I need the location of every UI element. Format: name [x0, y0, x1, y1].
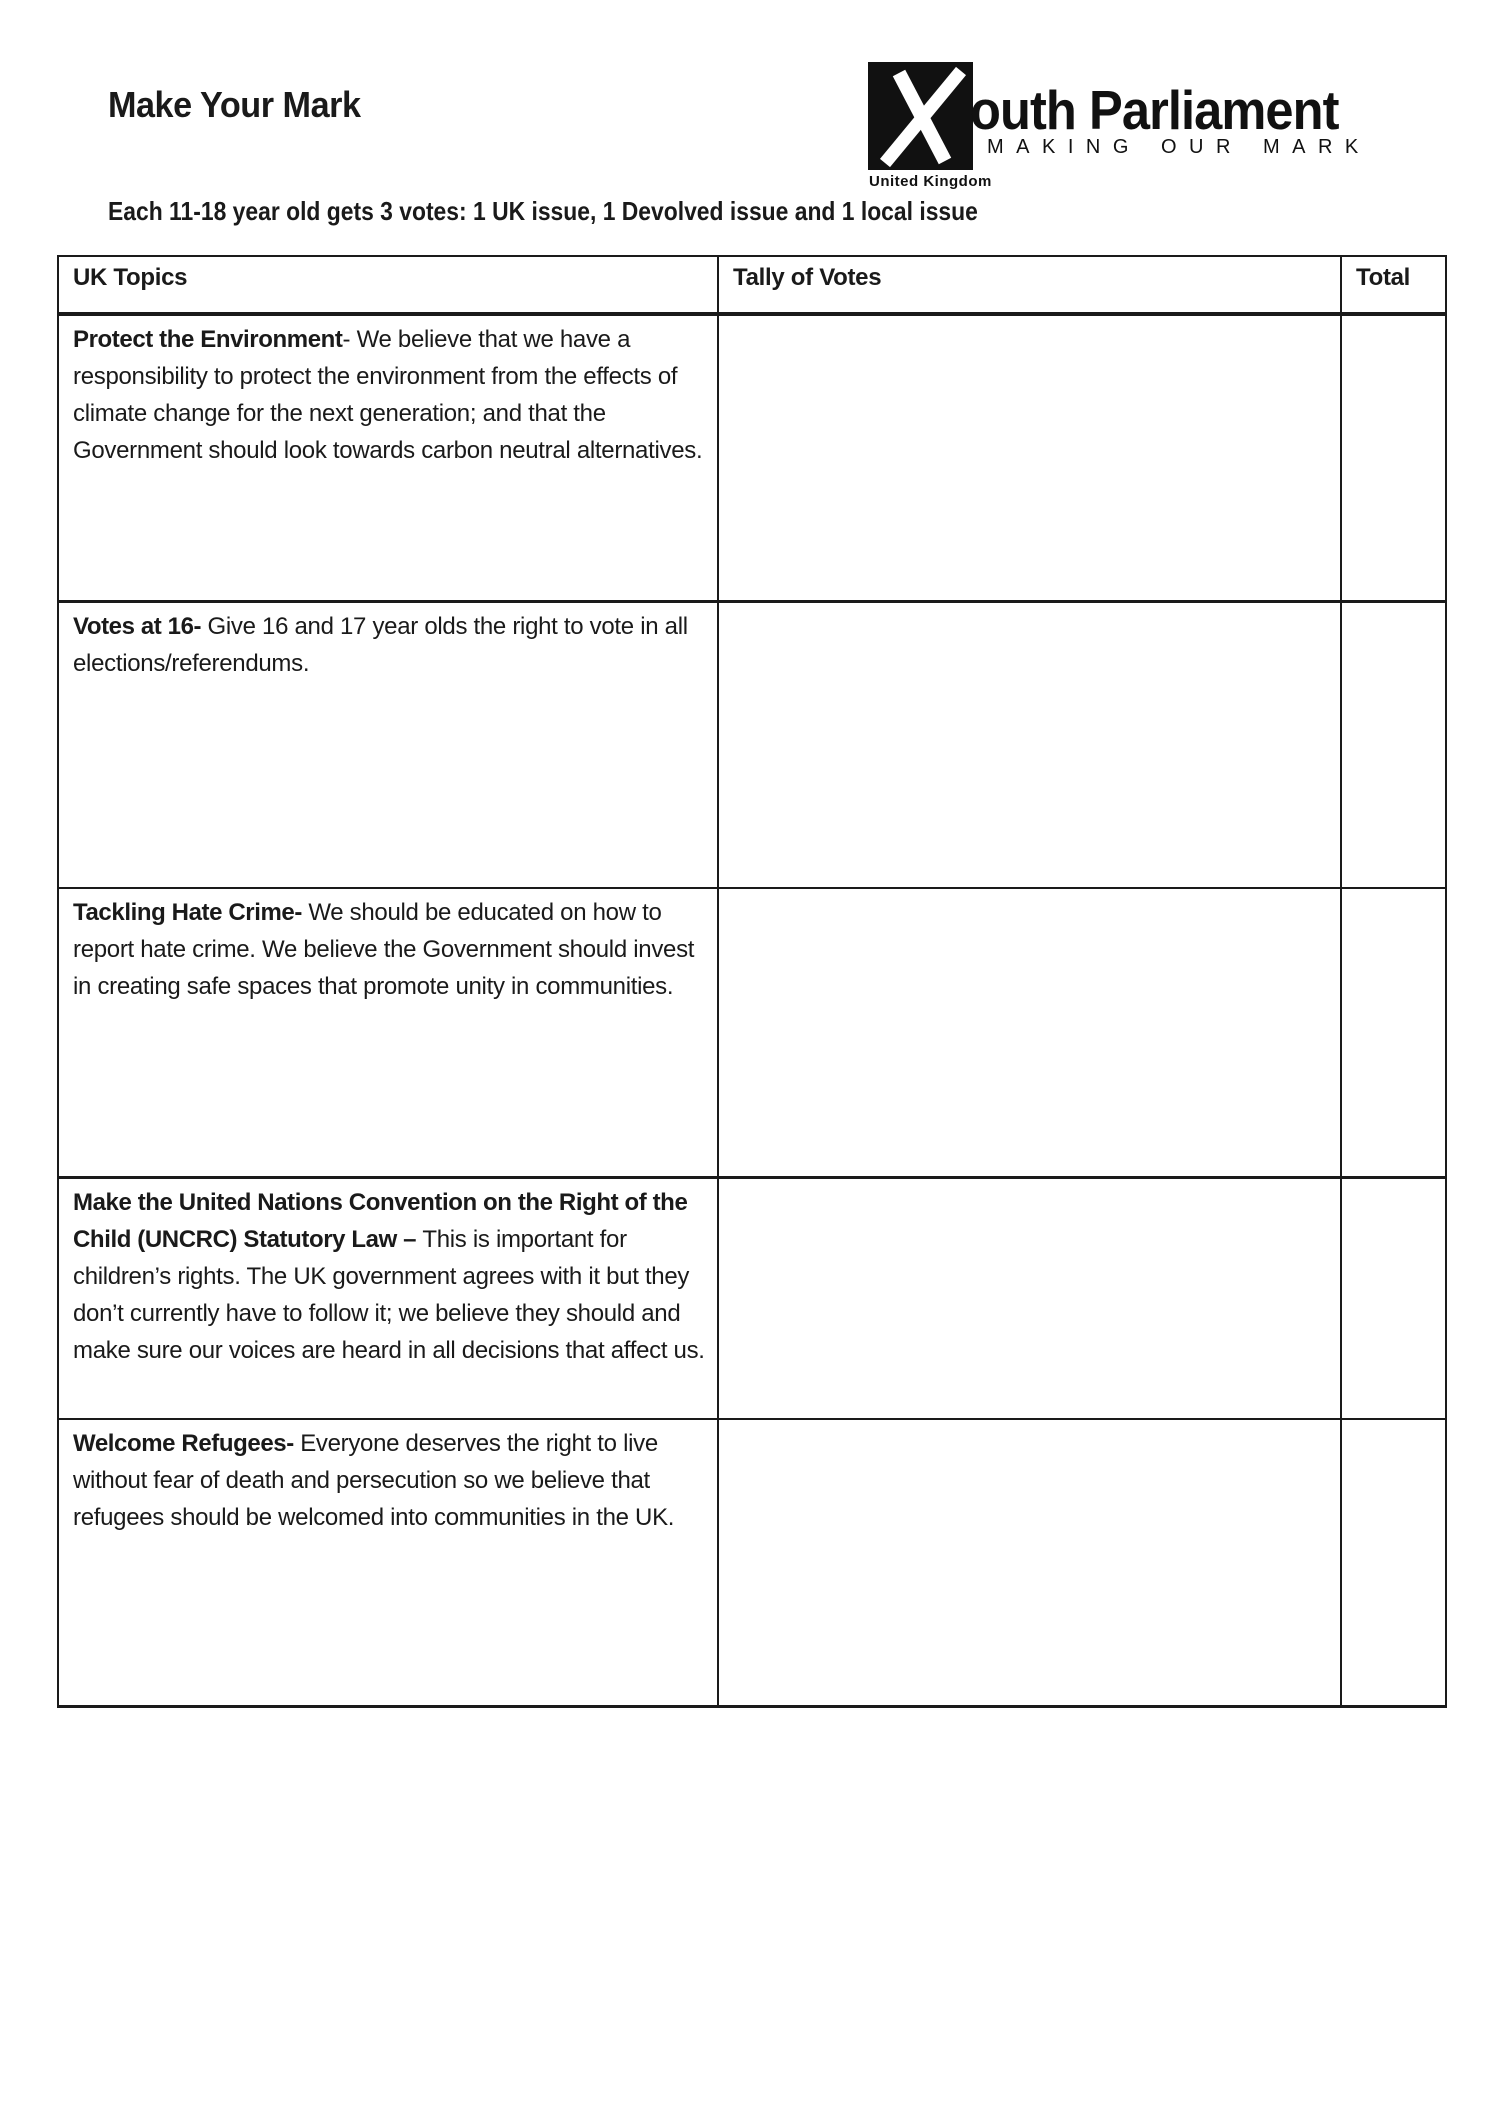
uk-topics-table [57, 255, 1447, 1708]
topic-cell [58, 1178, 718, 1420]
tally-cell [718, 602, 1341, 889]
logo-wordmark: outh Parliament [970, 79, 1339, 141]
topic-title: Welcome Refugees- [73, 1430, 294, 1457]
total-cell [1341, 1419, 1446, 1707]
page-title: Make Your Mark [108, 84, 361, 125]
x-mark-icon [868, 62, 973, 170]
logo-country-label: United Kingdom [869, 173, 992, 190]
table-row [58, 1178, 1446, 1420]
topic-description: Give 16 and 17 year olds the right to vote in all elections/referendums. [73, 613, 688, 677]
topic-title: Votes at 16- [73, 613, 202, 640]
total-cell [1341, 888, 1446, 1178]
total-cell [1341, 1178, 1446, 1420]
table-header-row [58, 256, 1446, 314]
column-header-uk-topics: UK Topics [58, 256, 718, 314]
table-row [58, 888, 1446, 1178]
topic-cell [58, 1419, 718, 1707]
total-cell [1341, 314, 1446, 602]
topic-description: This is important for children’s rights. The UK government agrees with it but they don’t currently have to follow it; we believe they should and make sure our voices are heard in all decisions that affect us. [73, 1226, 705, 1364]
topic-cell [58, 602, 718, 889]
topic-description: We should be educated on how to report hate crime. We believe the Government should invest in creating safe spaces that promote unity in communities. [73, 899, 695, 1000]
youth-parliament-logo [868, 60, 1428, 195]
tally-cell [718, 314, 1341, 602]
tally-cell [718, 1419, 1341, 1707]
column-header-tally-of-votes: Tally of Votes [718, 256, 1341, 314]
topic-cell [58, 888, 718, 1178]
table-row [58, 314, 1446, 602]
topic-description: - We believe that we have a responsibility to protect the environment from the effects of climate change for the next generation; and that the Government should look towards carbon neutral alternatives. [73, 326, 703, 464]
table-row [58, 602, 1446, 889]
topic-description: Everyone deserves the right to live without fear of death and persecution so we believe that refugees should be welcomed into communities in the UK. [73, 1430, 675, 1531]
voting-instruction: Each 11-18 year old gets 3 votes: 1 UK issue, 1 Devolved issue and 1 local issue [108, 196, 978, 226]
topic-cell [58, 314, 718, 602]
topic-title: Make the United Nations Convention on the Right of the Child (UNCRC) Statutory Law – [73, 1189, 688, 1253]
table-row [58, 1419, 1446, 1707]
logo-tagline: MAKING OUR MARK [987, 136, 1371, 158]
total-cell [1341, 602, 1446, 889]
tally-cell [718, 1178, 1341, 1420]
column-header-total: Total [1341, 256, 1446, 314]
topic-title: Protect the Environment [73, 326, 343, 353]
topic-title: Tackling Hate Crime- [73, 899, 302, 926]
tally-cell [718, 888, 1341, 1178]
